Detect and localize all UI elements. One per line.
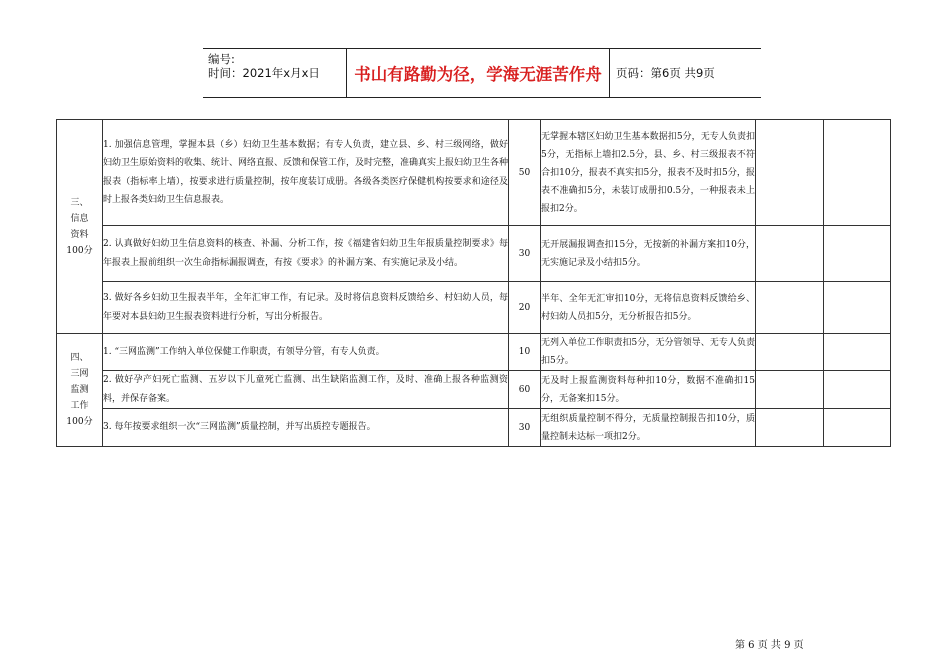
- category-line: 100分: [66, 417, 93, 427]
- score-cell: 30: [509, 226, 541, 282]
- deduction-cell: 无组织质量控制不得分，无质量控制报告扣10分，质量控制未达标一项扣2分。: [541, 409, 756, 447]
- deduction-cell: 无开展漏报调查扣15分，无按新的补漏方案扣10分，无实施记录及小结扣5分。: [541, 226, 756, 282]
- table-row: [57, 226, 891, 282]
- document-date: 时间：2021年x月x日: [208, 66, 320, 80]
- category-line: 工作: [70, 401, 89, 411]
- requirement-cell: 3. 每年按要求组织一次“三网监测”质量控制，并写出质控专题报告。: [103, 409, 509, 447]
- requirement-cell: 2. 做好孕产妇死亡监测、五岁以下儿童死亡监测、出生缺陷监测工作，及时、准确上报各种监测资料，并保存备案。: [103, 371, 509, 409]
- table-row: [57, 120, 891, 226]
- blank-cell: [824, 371, 891, 409]
- document-number: 编号:: [208, 52, 235, 66]
- category-line: 三、: [70, 197, 89, 208]
- table-row: [57, 334, 891, 371]
- deduction-cell: 无及时上报监测资料每种扣10分，数据不准确扣15分，无备案扣15分。: [541, 371, 756, 409]
- blank-cell: [756, 334, 824, 371]
- blank-cell: [824, 409, 891, 447]
- requirement-cell: 1. “三网监测”工作纳入单位保健工作职责，有领导分管，有专人负责。: [103, 334, 509, 371]
- deduction-cell: 无掌握本辖区妇幼卫生基本数据扣5分，无专人负责扣5分，无指标上墙扣2.5分，县、乡、村三级报表不符合扣10分，报表不真实扣5分，报表不及时扣5分，报表不准确扣5分，未装订成册扣0.5分，一种报表未上报扣2分。: [541, 120, 756, 226]
- header-page-number: 页码：第6页 共9页: [616, 66, 715, 80]
- score-cell: 10: [509, 334, 541, 371]
- table-row: [57, 282, 891, 334]
- category-line: 三网: [70, 369, 89, 379]
- blank-cell: [824, 120, 891, 226]
- blank-cell: [824, 334, 891, 371]
- page-footer: 第 6 页 共 9 页: [735, 640, 804, 651]
- table-row: [57, 371, 891, 409]
- header-divider: [609, 49, 610, 97]
- category-line: 信息: [70, 213, 89, 224]
- deduction-cell: 半年、全年无汇审扣10分，无将信息资料反馈给乡、村妇幼人员扣5分，无分析报告扣5分。: [541, 282, 756, 334]
- blank-cell: [756, 226, 824, 282]
- category-line: 100分: [66, 245, 93, 256]
- score-cell: 60: [509, 371, 541, 409]
- score-cell: 50: [509, 120, 541, 226]
- category-line: 监测: [70, 385, 89, 395]
- header-meta: [208, 49, 348, 97]
- deduction-cell: 无列入单位工作职责扣5分，无分管领导、无专人负责扣5分。: [541, 334, 756, 371]
- blank-cell: [824, 226, 891, 282]
- requirement-cell: 1. 加强信息管理，掌握本县（乡）妇幼卫生基本数据；有专人负责，建立县、乡、村三级网络，做好妇幼卫生原始资料的收集、统计、网络直报、反馈和保管工作，及时完整，准确真实上报妇幼卫生各种报表（指标率上墙），按要求进行质量控制，按年度装订成册。各级各类医疗保健机构按要求和途径及时上报各类妇幼卫生信息报表。: [103, 120, 509, 226]
- requirement-cell: 3. 做好各乡妇幼卫生报表半年，全年汇审工作，有记录。及时将信息资料反馈给乡、村妇幼人员，每年要对本县妇幼卫生报表资料进行分析，写出分析报告。: [103, 282, 509, 334]
- score-cell: 30: [509, 409, 541, 447]
- section-category-cell: [57, 334, 103, 447]
- requirement-cell: 2. 认真做好妇幼卫生信息资料的核查、补漏、分析工作，按《福建省妇幼卫生年报质量控制要求》每年报表上报前组织一次生命指标漏报调查，有按《要求》的补漏方案、有实施记录及小结。: [103, 226, 509, 282]
- blank-cell: [756, 409, 824, 447]
- header-motto: 书山有路勤为径，学海无涯苦作舟: [354, 65, 602, 84]
- blank-cell: [824, 282, 891, 334]
- page-header: [203, 48, 761, 98]
- blank-cell: [756, 371, 824, 409]
- category-line: 资料: [70, 229, 89, 240]
- category-line: 四、: [70, 353, 89, 363]
- section-category-cell: [57, 120, 103, 334]
- blank-cell: [756, 282, 824, 334]
- table-row: [57, 409, 891, 447]
- blank-cell: [756, 120, 824, 226]
- assessment-table: [56, 119, 891, 447]
- score-cell: 20: [509, 282, 541, 334]
